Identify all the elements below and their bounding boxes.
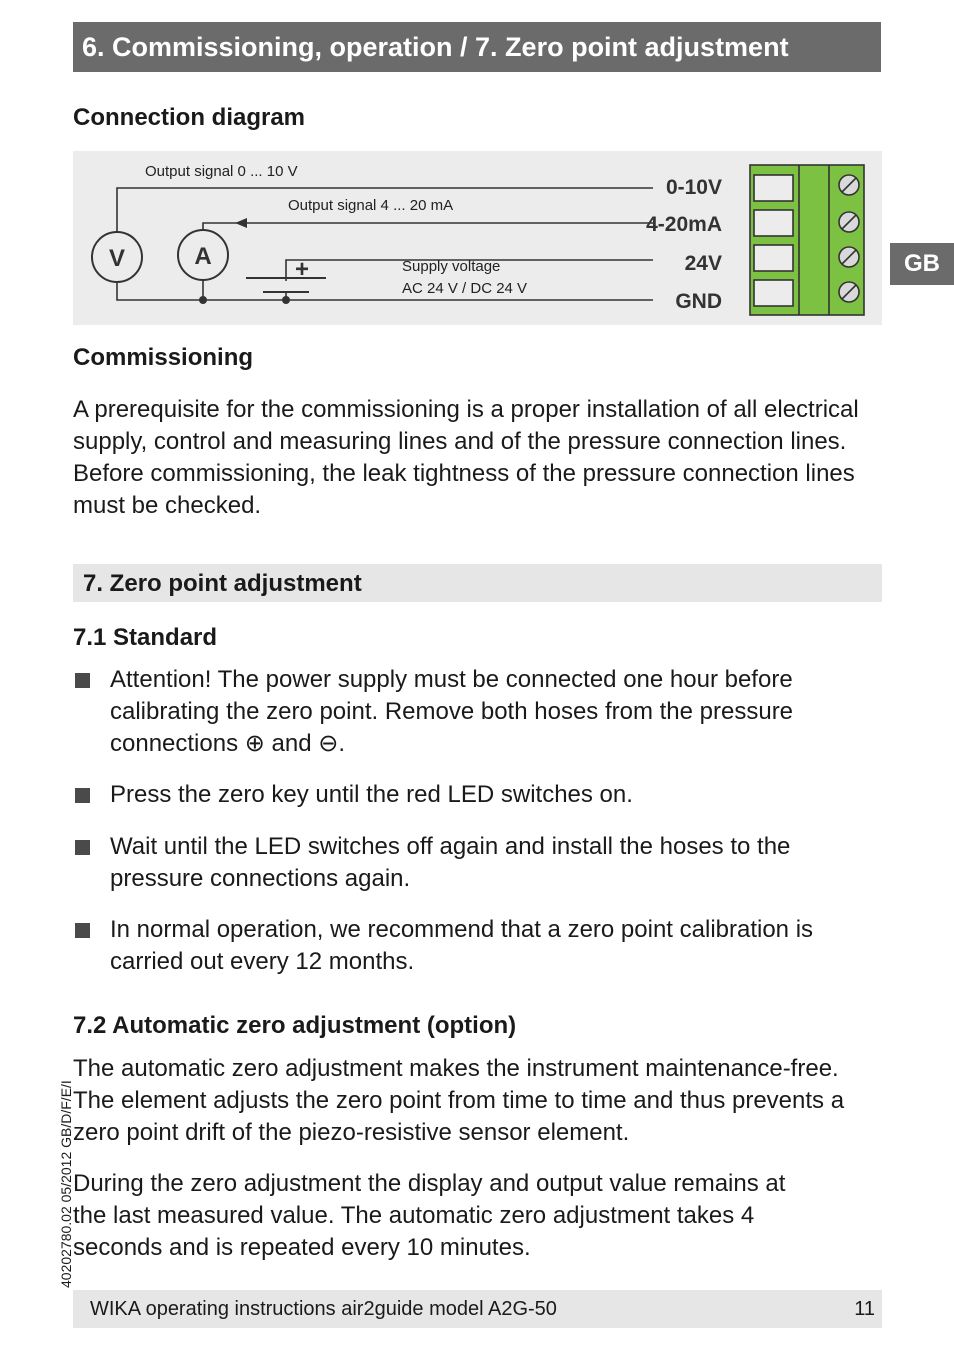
list-item bbox=[73, 779, 873, 811]
terminal-block bbox=[750, 165, 864, 315]
list-item-text: In normal operation, we recommend that a zero point calibration is carried out every 12 months. bbox=[110, 916, 814, 975]
language-tab: GB bbox=[890, 243, 954, 285]
terminal-label-0-10v: 0-10V bbox=[665, 176, 722, 199]
terminal-label-4-20ma: 4-20mA bbox=[646, 213, 722, 236]
bullet-square-icon bbox=[75, 788, 90, 803]
bullet-square-icon bbox=[75, 840, 90, 855]
automatic-heading: 7.2 Automatic zero adjustment (option) bbox=[73, 1012, 517, 1039]
output-voltage-label: Output signal 0 ... 10 V bbox=[145, 163, 298, 180]
page-number: 11 bbox=[854, 1298, 875, 1320]
terminal-label-gnd: GND bbox=[675, 290, 722, 313]
output-current-label: Output signal 4 ... 20 mA bbox=[288, 197, 454, 214]
connection-diagram bbox=[73, 151, 882, 325]
ground-line bbox=[117, 279, 653, 300]
automatic-para-2: During the zero adjustment the display and output value remains at the last measured value. The automatic zero adjustment takes 4 seconds and is repeated every 10 minutes. bbox=[73, 1170, 786, 1261]
current-signal-line bbox=[203, 223, 653, 230]
list-item bbox=[73, 914, 873, 978]
document-code: 40202780.02 05/2012 GB/D/F/E/I bbox=[58, 1080, 74, 1288]
section-header: 6. Commissioning, operation / 7. Zero point adjustment bbox=[73, 22, 881, 72]
plus-symbol: + bbox=[294, 256, 310, 283]
list-item-text: Wait until the LED switches off again and install the hoses to the pressure connections again. bbox=[110, 833, 791, 892]
ammeter-symbol: A bbox=[194, 243, 212, 270]
page-footer bbox=[73, 1290, 882, 1328]
automatic-para-1: The automatic zero adjustment makes the instrument maintenance-free. The element adjusts the zero point from time to time and thus prevents a zero point drift of the piezo-resistive sensor element. bbox=[73, 1055, 845, 1146]
bullet-square-icon bbox=[75, 923, 90, 938]
commissioning-text: A prerequisite for the commissioning is a proper installation of all electrical supply, control and measuring lines and of the pressure connection lines. Before commissioning, the leak tightness of the pressure connection lines must be checked. bbox=[73, 396, 859, 519]
footer-text: WIKA operating instructions air2guide model A2G-50 bbox=[90, 1298, 557, 1320]
connection-diagram-heading: Connection diagram bbox=[73, 104, 306, 131]
supply-label-line2: AC 24 V / DC 24 V bbox=[402, 280, 528, 297]
supply-label-line1: Supply voltage bbox=[402, 258, 501, 275]
terminal-label-24v: 24V bbox=[684, 252, 722, 275]
list-item bbox=[73, 831, 873, 895]
bullet-square-icon bbox=[75, 673, 90, 688]
list-item bbox=[73, 664, 873, 760]
arrow-icon bbox=[235, 218, 247, 228]
list-item-text: Press the zero key until the red LED switches on. bbox=[110, 781, 633, 808]
commissioning-heading: Commissioning bbox=[73, 344, 254, 371]
voltmeter-symbol: V bbox=[108, 245, 126, 272]
list-item-text: Attention! The power supply must be connected one hour before calibrating the zero point. Remove both hoses from the pressure connections ⊕ and ⊖. bbox=[110, 666, 794, 757]
zero-point-heading: 7. Zero point adjustment bbox=[73, 564, 882, 602]
standard-bullet-list bbox=[73, 664, 873, 978]
standard-heading: 7.1 Standard bbox=[73, 624, 218, 651]
